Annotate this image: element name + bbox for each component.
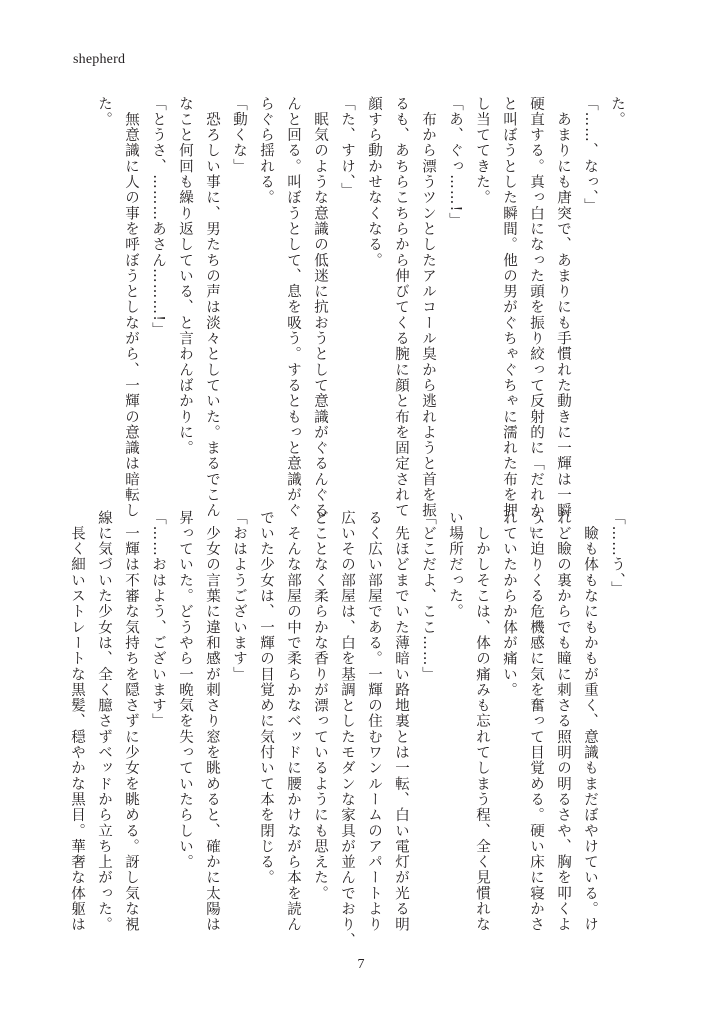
text-line: 瞼も体もなにもかもが重く、意識もまだぼやけている。け (582, 510, 598, 933)
text-line: 少女の言葉に違和感が刺さり窓を眺めると、確かに太陽は (204, 510, 220, 933)
text-line: しかしそこは、体の痛みも忘れてしまう程、全く見慣れな (474, 510, 490, 933)
text-line: 「あ、ぐっ……!」 (447, 96, 463, 229)
text-line: い場所だった。 (447, 510, 463, 620)
text-line: るく広い部屋である。一輝の住むワンルームのアパートより (366, 510, 382, 933)
text-line: 広いその部屋は、白を基調としたモダンな家具が並んでおり、 (339, 510, 355, 949)
text-line: るも、あちらこちらから伸びてくる腕に顔と布を固定されて (393, 96, 409, 519)
text-line: んと回る。叫ぼうとして、息を吸う。するともっと意識がぐ (285, 96, 301, 519)
text-line: でいた少女は、一輝の目覚めに気付いて本を閉じる。 (258, 510, 274, 886)
text-line: れていたからか体が痛い。 (501, 510, 517, 698)
text-line: 「動くな」 (231, 96, 247, 175)
text-line: た。 (96, 96, 112, 128)
text-line: うに迫りくる危機感に気を奮って目覚める。硬い床に寝かさ (528, 510, 544, 933)
text-line: 無意識に人の事を呼ぼうとしながら、一輝の意識は暗転し (123, 96, 139, 519)
text-line: れど瞼の裏からでも瞳に刺さる照明の明るさや、胸を叩くよ (555, 510, 571, 933)
text-line: し当ててきた。 (474, 96, 490, 206)
text-line: そんな部屋の中で柔らかなベッドに腰かけながら本を読ん (285, 510, 301, 933)
text-line: た。 (609, 96, 625, 128)
text-line: 「どこだよ、ここ……」 (420, 510, 436, 683)
text-line: 硬直する。真っ白になった頭を振り絞って反射的に「だれか、」 (528, 96, 544, 543)
text-block-top (96, 96, 630, 543)
text-line: 「……う、」 (609, 510, 625, 597)
running-header: shepherd (73, 52, 126, 67)
text-line: 顔すら動かせなくなる。 (366, 96, 382, 269)
text-line: 「……、なっ、」 (582, 96, 598, 214)
text-line: 「おはようございます」 (231, 510, 247, 683)
text-line: 一輝は不審な気持ちを隠さずに少女を眺める。訝し気な視 (123, 510, 139, 933)
text-line: あまりにも唐突で、あまりにも手慣れた動きに一輝は一瞬 (555, 96, 571, 519)
text-line: なこと何回も繰り返している、と言わんばかりに。 (177, 96, 193, 456)
text-block-bottom (69, 510, 630, 949)
text-line: 先ほどまでいた薄暗い路地裏とは一転、白い電灯が光る明 (393, 510, 409, 933)
text-line: 布から漂うツンとしたアルコール臭から逃れようと首を振 (420, 96, 436, 519)
text-line: 昇っていた。どうやら一晩気を失っていたらしい。 (177, 510, 193, 870)
text-line: 長く細いストレートな黒髪、穏やかな黒目。華奢な体躯は (69, 510, 85, 933)
text-line: らぐら揺れる。 (258, 96, 274, 206)
text-line: どことなく柔らかな香りが漂っているようにも思えた。 (312, 510, 328, 902)
page-number: 7 (357, 957, 365, 972)
text-line: 「た、すけ、」 (339, 96, 355, 199)
text-line: 恐ろしい事に、男たちの声は淡々としていた。まるでこん (204, 96, 220, 519)
text-line: 「……おはよう、ございます」 (150, 510, 166, 730)
text-line: 線に気づいた少女は、全く臆さずベッドから立ち上がった。 (96, 510, 112, 933)
text-line: 「とうさ、………あさん………!」 (150, 96, 166, 338)
text-line: と叫ぼうとした瞬間。他の男がぐちゃぐちゃに濡れた布を押 (501, 96, 517, 519)
text-line: 眠気のような意識の低迷に抗おうとして意識がぐるんぐる (312, 96, 328, 519)
